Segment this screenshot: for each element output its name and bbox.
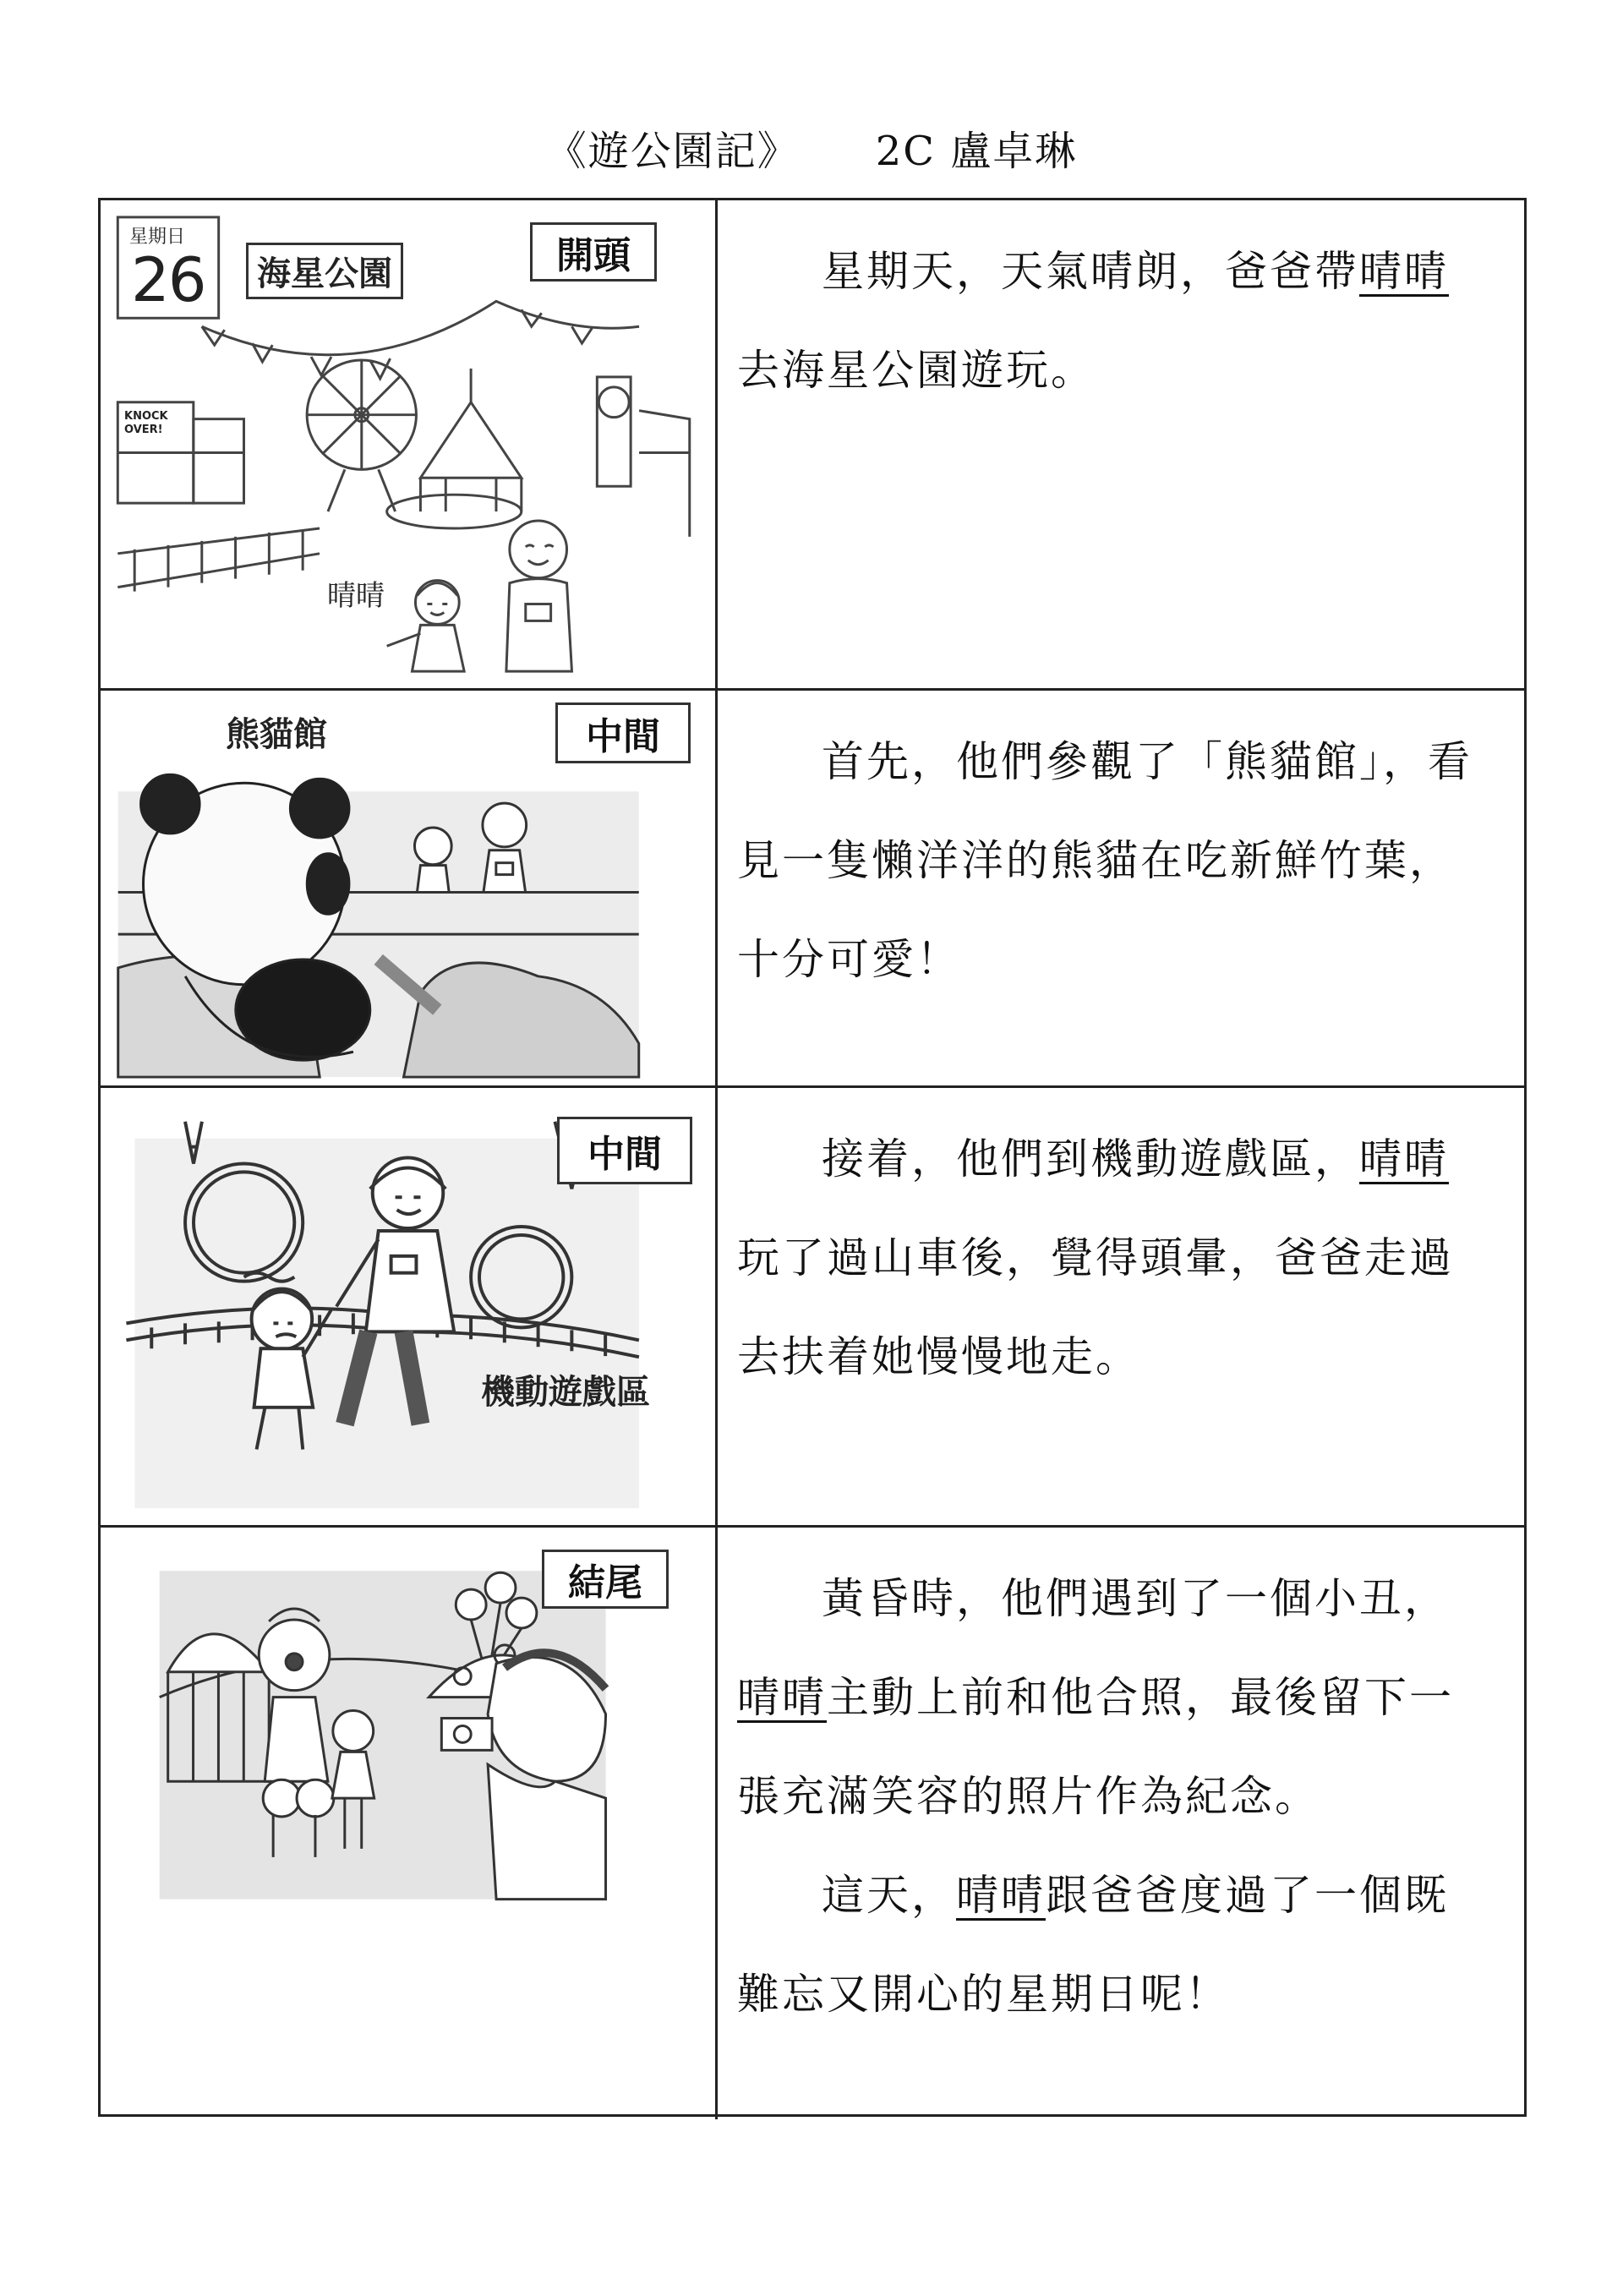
name-underline: 晴晴 [737,1673,827,1722]
page-title [0,118,1623,177]
paragraph-5-text-a: 這天， [822,1871,956,1920]
shop-sign: KNOCK OVER! [124,410,168,436]
illustration-park-entrance [101,200,718,688]
paragraph-1-text-a: 星期天，天氣晴朗，爸爸帶 [822,247,1359,296]
illustration-ride-area [101,1088,718,1525]
essay-title: 《遊公園記》 [545,128,800,175]
story-table [98,198,1527,2117]
author-line: 2C 盧卓琳 [875,128,1078,175]
paragraph-5 [737,1846,1490,2044]
clown-photo-drawing [101,1528,715,2119]
park-sign: 海星公園 [246,243,403,299]
illustration-panda-house [101,691,718,1085]
paragraph-3-text-b: 玩了過山車後，覺得頭暈，爸爸走過去扶着她慢慢地走。 [737,1233,1454,1381]
stage-tag-ending: 結尾 [542,1550,669,1609]
story-row-3 [101,1088,1524,1528]
date-card-number: 26 [131,244,205,315]
panda-house-label: 熊貓館 [226,715,327,754]
story-row-4 [101,1528,1524,2119]
stage-tag-middle-2: 中間 [557,1117,692,1184]
paragraph-1-text-b: 去海星公園遊玩。 [737,346,1096,395]
paragraph-3-text-a: 接着，他們到機動遊戲區， [822,1134,1359,1184]
paragraph-4-text-a: 黃昏時，他們遇到了一個小丑， [822,1574,1449,1623]
ride-area-label: 機動遊戲區 [481,1373,650,1412]
paragraph-5-text-b: 跟爸爸度過了一個既難忘又開心的星期日呢！ [737,1871,1449,2019]
story-row-2 [101,691,1524,1088]
illustration-clown-photo [101,1528,718,2119]
paragraph-2 [720,691,1524,1085]
stage-tag-beginning: 開頭 [530,222,657,282]
paragraph-3 [720,1088,1524,1525]
story-row-1 [101,200,1524,691]
paragraph-4-text-b: 主動上前和他合照，最後留下一張充滿笑容的照片作為紀念。 [737,1673,1454,1821]
name-underline: 晴晴 [956,1871,1046,1920]
paragraph-1 [720,200,1524,688]
name-underline: 晴晴 [1359,247,1449,296]
child-name-label: 晴晴 [327,579,385,613]
paragraph-2-text: 首先，他們參觀了「熊貓館」，看見一隻懶洋洋的熊貓在吃新鮮竹葉，十分可愛！ [737,737,1473,984]
date-card-weekday: 星期日 [129,227,186,248]
paragraph-4 [720,1528,1524,2119]
stage-tag-middle-1: 中間 [555,702,691,763]
name-underline: 晴晴 [1359,1134,1449,1184]
